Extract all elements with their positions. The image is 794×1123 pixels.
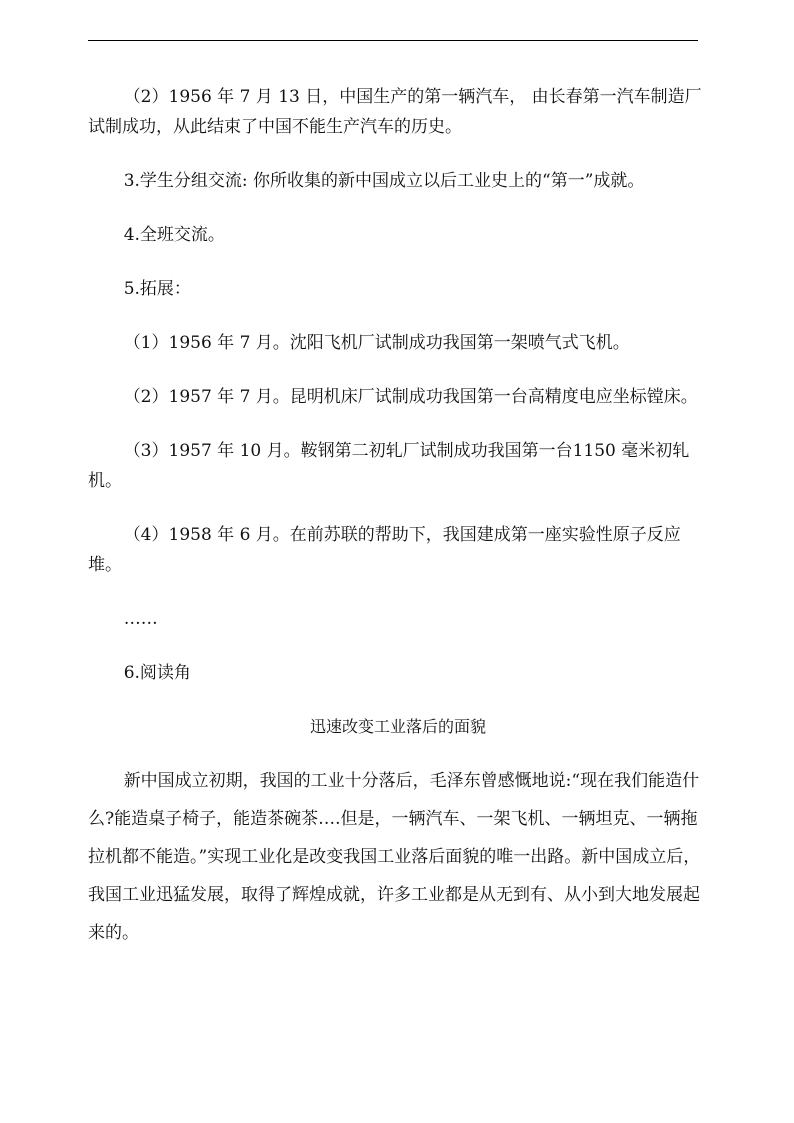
paragraph-jet-1956: （1）1956 年 7 月。沈阳飞机厂试制成功我国第一架喷气式飞机。 [123,333,630,353]
paragraph-ellipsis: …… [123,609,158,629]
paragraph-extension-heading: 5.拓展： [123,279,191,299]
header-rule [88,40,698,41]
paragraph-mill-1957: （3）1957 年 10 月。鞍钢第二初轧厂试制成功我国第一台1150 毫米初轧机。 [88,441,690,491]
paragraph-reactor-1958: （4）1958 年 6 月。在前苏联的帮助下，我国建成第一座实验性原子反应堆。 [88,525,681,575]
document-content [88,82,708,952]
paragraph-class-exchange: 4.全班交流。 [123,225,225,245]
paragraph-group-exchange: 3.学生分组交流: 你所收集的新中国成立以后工业史上的“第一”成就。 [123,171,645,191]
reading-title: 迅速改变工业落后的面貌 [309,717,486,736]
paragraph-lathe-1957: （2）1957 年 7 月。昆明机床厂试制成功我国第一台高精度电应坐标镗床。 [123,387,698,407]
paragraph-car-1956: （2）1956 年 7 月 13 日，中国生产的第一辆汽车， 由长春第一汽车制造厂试制成功，从此结束了中国不能生产汽车的历史。 [88,87,702,137]
paragraph-reading-corner: 6.阅读角 [123,663,191,683]
reading-body: 新中国成立初期，我国的工业十分落后，毛泽东曾感慨地说:“现在我们能造什么?能造桌子椅子，能造茶碗茶….但是，一辆汽车、一架飞机、一辆坦克、一辆拖拉机都不能造。”实现工业化是改变我国工业落后面貌的唯一出路。新中国成立后，我国工业迅猛发展，取得了辉煌成就，许多工业都是从无到有、从小到大地发展起来的。 [88,771,701,943]
